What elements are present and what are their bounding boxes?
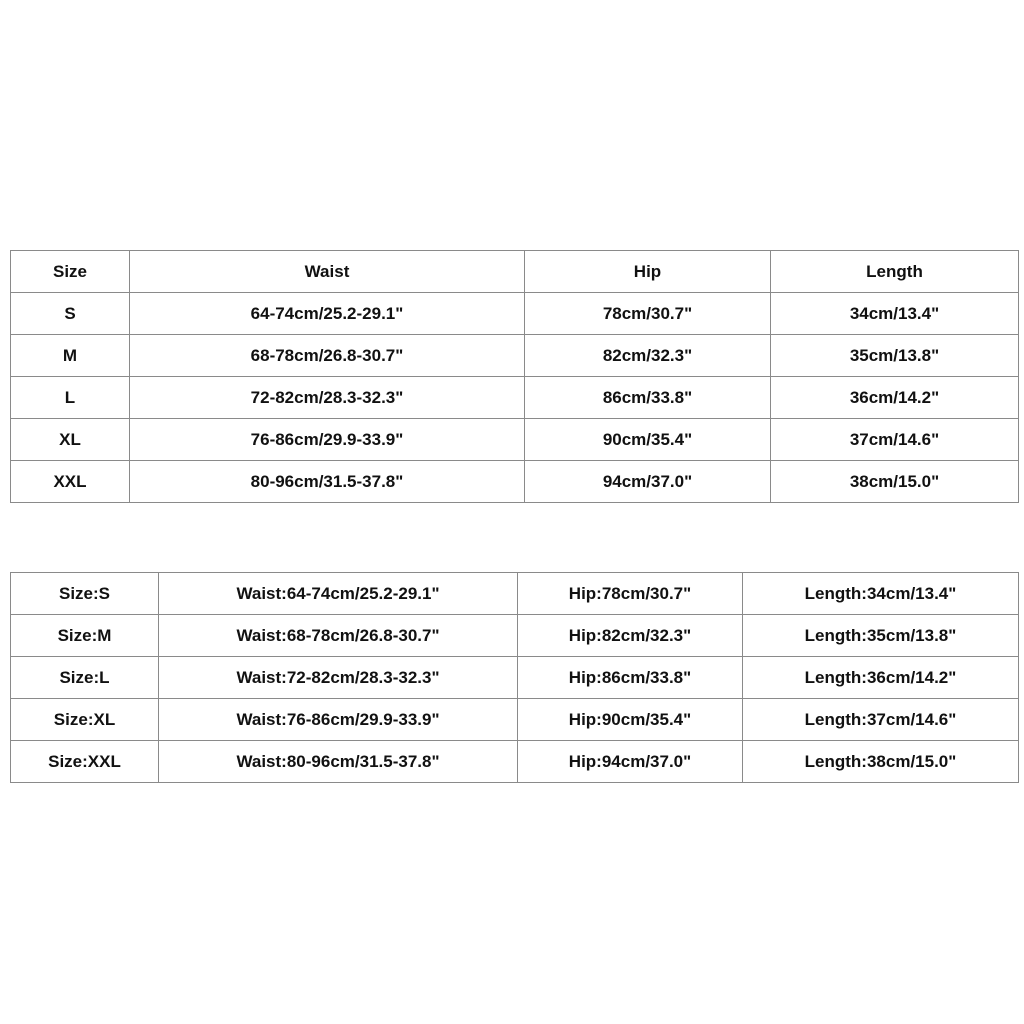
length-cell: Length:38cm/15.0": [743, 741, 1019, 783]
waist-cell: 64-74cm/25.2-29.1": [130, 293, 525, 335]
hip-cell: 94cm/37.0": [525, 461, 771, 503]
waist-cell: Waist:76-86cm/29.9-33.9": [159, 699, 518, 741]
size-cell: XXL: [11, 461, 130, 503]
hip-cell: 78cm/30.7": [525, 293, 771, 335]
waist-cell: Waist:68-78cm/26.8-30.7": [159, 615, 518, 657]
length-cell: 36cm/14.2": [771, 377, 1019, 419]
table-row: [11, 461, 1019, 503]
length-cell: 35cm/13.8": [771, 335, 1019, 377]
size-cell: M: [11, 335, 130, 377]
size-cell: Size:S: [11, 573, 159, 615]
table-header-row: [11, 251, 1019, 293]
length-cell: Length:36cm/14.2": [743, 657, 1019, 699]
length-cell: 38cm/15.0": [771, 461, 1019, 503]
hip-cell: 90cm/35.4": [525, 419, 771, 461]
length-cell: Length:35cm/13.8": [743, 615, 1019, 657]
header-length: Length: [771, 251, 1019, 293]
hip-cell: Hip:86cm/33.8": [518, 657, 743, 699]
table-row: [11, 293, 1019, 335]
table-row: [11, 377, 1019, 419]
header-waist: Waist: [130, 251, 525, 293]
header-hip: Hip: [525, 251, 771, 293]
table-row: [11, 573, 1019, 615]
hip-cell: 82cm/32.3": [525, 335, 771, 377]
hip-cell: Hip:94cm/37.0": [518, 741, 743, 783]
waist-cell: Waist:72-82cm/28.3-32.3": [159, 657, 518, 699]
waist-cell: 72-82cm/28.3-32.3": [130, 377, 525, 419]
hip-cell: Hip:78cm/30.7": [518, 573, 743, 615]
size-cell: Size:L: [11, 657, 159, 699]
length-cell: Length:37cm/14.6": [743, 699, 1019, 741]
waist-cell: Waist:80-96cm/31.5-37.8": [159, 741, 518, 783]
size-cell: S: [11, 293, 130, 335]
size-cell: Size:XL: [11, 699, 159, 741]
size-cell: Size:M: [11, 615, 159, 657]
length-cell: 34cm/13.4": [771, 293, 1019, 335]
header-size: Size: [11, 251, 130, 293]
length-cell: Length:34cm/13.4": [743, 573, 1019, 615]
size-cell: XL: [11, 419, 130, 461]
table-row: [11, 741, 1019, 783]
waist-cell: 80-96cm/31.5-37.8": [130, 461, 525, 503]
table-row: [11, 615, 1019, 657]
table-row: [11, 657, 1019, 699]
length-cell: 37cm/14.6": [771, 419, 1019, 461]
table-row: [11, 335, 1019, 377]
waist-cell: 68-78cm/26.8-30.7": [130, 335, 525, 377]
table-row: [11, 419, 1019, 461]
waist-cell: 76-86cm/29.9-33.9": [130, 419, 525, 461]
hip-cell: Hip:90cm/35.4": [518, 699, 743, 741]
size-cell: Size:XXL: [11, 741, 159, 783]
table-row: [11, 699, 1019, 741]
hip-cell: 86cm/33.8": [525, 377, 771, 419]
size-cell: L: [11, 377, 130, 419]
size-chart-table: [10, 250, 1019, 503]
hip-cell: Hip:82cm/32.3": [518, 615, 743, 657]
waist-cell: Waist:64-74cm/25.2-29.1": [159, 573, 518, 615]
size-chart-table-labeled: [10, 572, 1019, 783]
